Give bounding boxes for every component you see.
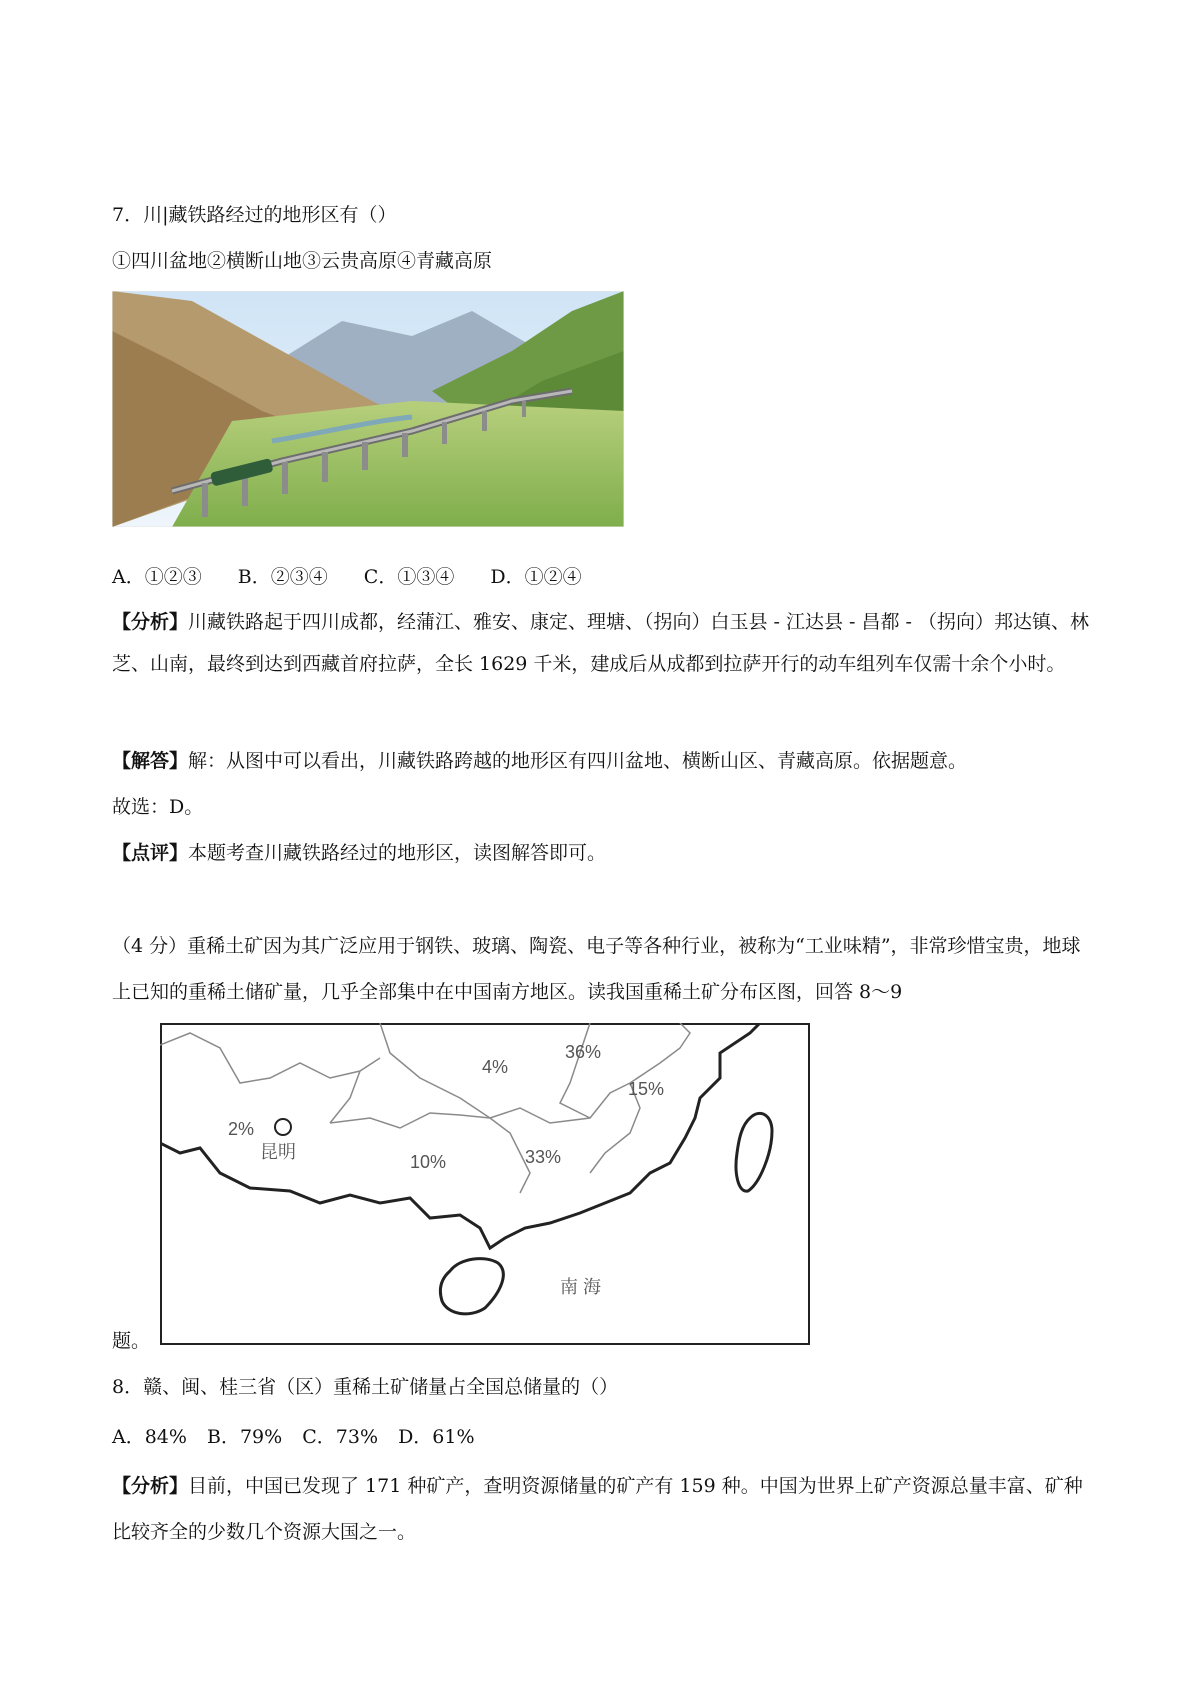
q8-option-d[interactable]: D．61% (398, 1426, 475, 1448)
intro-tail: 题。 (112, 1330, 151, 1352)
map-label-jiangxi: 36% (565, 1042, 602, 1062)
map-label-sea: 南 海 (560, 1277, 602, 1297)
q7-option-a[interactable]: A．①②③ (112, 566, 202, 588)
q8-question: 8．赣、闽、桂三省（区）重稀土矿储量占全国总储量的（） (112, 1376, 619, 1398)
map-label-guangdong: 33% (525, 1147, 562, 1167)
q7-options (112, 563, 582, 591)
q7-choices: ①四川盆地②横断山地③云贵高原④青藏高原 (112, 250, 493, 272)
q8-option-b[interactable]: B．79% (207, 1426, 283, 1448)
q7-analysis-text: 川藏铁路起于四川成都，经蒲江、雅安、康定、理塘、（拐向）白玉县 - 江达县 - 昌都 - （拐向）邦达镇、林芝、山南，最终到达到西藏首府拉萨，全长 1629 千米，建成后从成都到拉萨开行的动车组列车仅需十余个小时。 (112, 611, 1090, 675)
q7-comment-tag: 【点评】 (112, 842, 189, 864)
q8-options (112, 1423, 475, 1451)
railway-photo (112, 291, 624, 527)
q7-comment (112, 839, 606, 867)
map-label-guizhou: 4% (482, 1057, 509, 1077)
q8-analysis-text: 目前，中国已发现了 171 种矿产，查明资源储量的矿产有 159 种。中国为世界上矿产资源总量丰富、矿种比较齐全的少数几个资源大国之一。 (112, 1475, 1083, 1543)
map-label-kunming: 昆明 (260, 1142, 296, 1162)
q7-answer-tag: 【解答】 (112, 750, 189, 772)
rare-earth-map (160, 1023, 810, 1345)
q7-question: 7．川|藏铁路经过的地形区有（） (112, 204, 397, 226)
q8-option-c[interactable]: C．73% (302, 1426, 379, 1448)
q7-option-b[interactable]: B．②③④ (237, 566, 328, 588)
q7-analysis (112, 601, 1092, 685)
map-label-fujian: 15% (628, 1079, 665, 1099)
q7-answer-choice: 故选：D。 (112, 796, 204, 818)
q7-answer-text: 解：从图中可以看出，川藏铁路跨越的地形区有四川盆地、横断山区、青藏高原。依据题意。 (188, 750, 968, 772)
map-label-guangxi: 10% (410, 1152, 447, 1172)
q7-option-d[interactable]: D．①②④ (490, 566, 582, 588)
intro-text: （4 分）重稀土矿因为其广泛应用于钢铁、玻璃、陶瓷、电子等各种行业，被称为“工业味精”，非常珍惜宝贵，地球上已知的重稀土储矿量，几乎全部集中在中国南方地区。读我国重稀土矿分布区图，回答 8～9 (112, 935, 1081, 1003)
q7-answer (112, 747, 967, 775)
map-label-yunnan: 2% (228, 1119, 255, 1139)
q7-comment-text: 本题考查川藏铁路经过的地形区，读图解答即可。 (188, 842, 607, 864)
q7-option-c[interactable]: C．①③④ (363, 566, 455, 588)
q8-option-a[interactable]: A．84% (112, 1426, 187, 1448)
q8-analysis-tag: 【分析】 (112, 1475, 189, 1497)
q8-analysis (112, 1463, 1092, 1555)
q7-analysis-tag: 【分析】 (112, 611, 189, 633)
